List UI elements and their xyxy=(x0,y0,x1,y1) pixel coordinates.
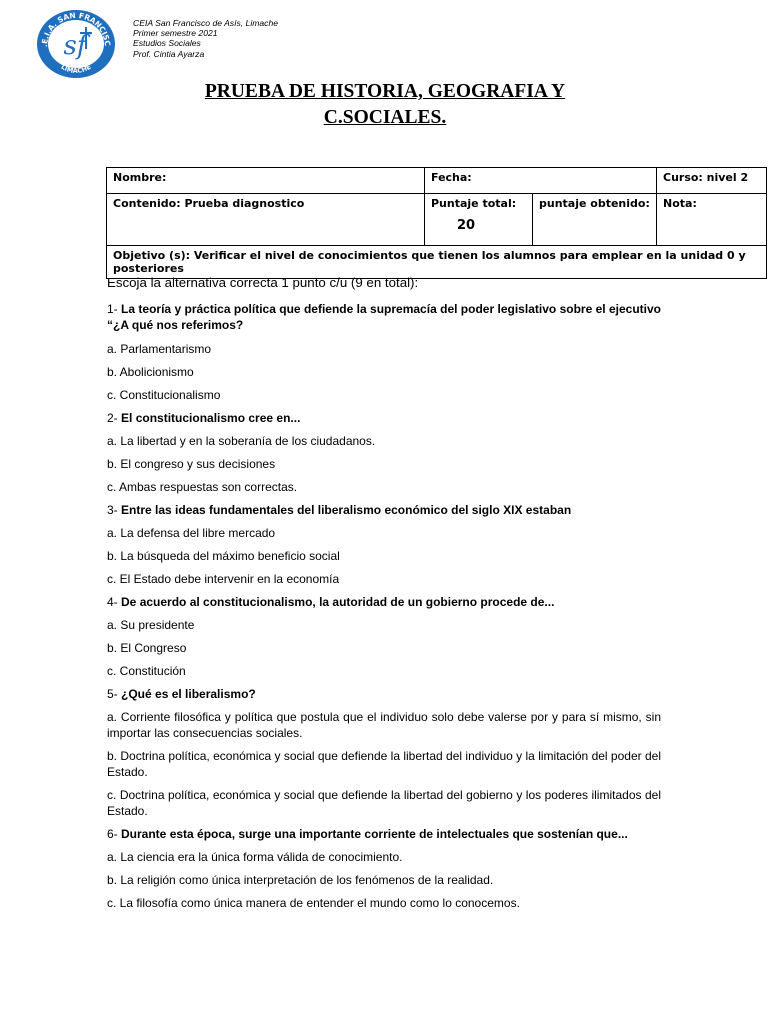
subject: Estudios Sociales xyxy=(133,38,201,49)
question-number: 3- xyxy=(107,503,118,517)
question-6-option-a[interactable]: a. La ciencia era la única forma válida de conocimiento. xyxy=(107,850,403,864)
question-text: ¿Qué es el liberalismo? xyxy=(121,687,256,701)
total-score-value: 20 xyxy=(457,218,476,233)
question-6-prompt xyxy=(107,826,661,842)
question-text: De acuerdo al constitucionalismo, la autoridad de un gobierno procede de... xyxy=(121,595,555,609)
test-title xyxy=(150,79,620,131)
question-2-option-b[interactable]: b. El congreso y sus decisiones xyxy=(107,457,276,471)
course-cell xyxy=(657,168,767,194)
test-title-line-1: PRUEBA DE HISTORIA, GEOGRAFIA Y xyxy=(204,81,566,102)
name-cell[interactable] xyxy=(107,168,425,194)
semester: Primer semestre 2021 xyxy=(133,28,218,39)
content-cell xyxy=(107,194,425,246)
question-4-prompt xyxy=(107,594,661,610)
name-label: Nombre: xyxy=(113,171,167,184)
student-info-table xyxy=(106,167,767,279)
content-label: Contenido: Prueba diagnostico xyxy=(113,197,305,210)
school-name: CEIA San Francisco de Asís, Limache xyxy=(133,18,279,28)
date-cell[interactable] xyxy=(425,168,657,194)
total-score-label: Puntaje total: xyxy=(431,197,517,210)
question-1-option-a[interactable]: a. Parlamentarismo xyxy=(107,342,212,356)
question-number: 4- xyxy=(107,595,118,609)
test-title-line-2: C.SOCIALES. xyxy=(323,107,447,128)
question-6-option-c[interactable]: c. La filosofía como única manera de entender el mundo como lo conocemos. xyxy=(107,896,520,910)
school-header-info xyxy=(133,18,278,59)
question-number: 2- xyxy=(107,411,118,425)
question-text: Entre las ideas fundamentales del liberalismo económico del siglo XIX estaban xyxy=(121,503,572,517)
obtained-score-label: puntaje obtenido: xyxy=(539,197,650,210)
question-number: 5- xyxy=(107,687,118,701)
question-2-prompt xyxy=(107,410,661,426)
grade-cell[interactable] xyxy=(657,194,767,246)
question-4-option-a[interactable]: a. Su presidente xyxy=(107,618,195,632)
question-5-option-b[interactable]: b. Doctrina política, económica y social que defiende la libertad del individuo y la limitación del poder del Estado. xyxy=(107,749,661,779)
course-label: Curso: nivel 2 xyxy=(663,171,749,184)
school-seal-icon xyxy=(35,9,117,79)
question-3 xyxy=(107,502,661,587)
question-2-option-a[interactable]: a. La libertad y en la soberanía de los ciudadanos. xyxy=(107,434,376,448)
question-3-option-b[interactable]: b. La búsqueda del máximo beneficio social xyxy=(107,549,340,563)
svg-text:sf: sf xyxy=(63,31,87,61)
question-4-option-b[interactable]: b. El Congreso xyxy=(107,641,187,655)
obtained-score-cell[interactable] xyxy=(533,194,657,246)
question-6 xyxy=(107,826,661,911)
question-5-option-c[interactable]: c. Doctrina política, económica y social que defiende la libertad del gobierno y los poderes ilimitados del Estado. xyxy=(107,788,661,818)
total-score-cell xyxy=(425,194,533,246)
question-3-option-a[interactable]: a. La defensa del libre mercado xyxy=(107,526,276,540)
date-label: Fecha: xyxy=(431,171,472,184)
question-2 xyxy=(107,410,661,495)
question-1-option-c[interactable]: c. Constitucionalismo xyxy=(107,388,221,402)
instructions: Escoja la alternativa correcta 1 punto c/u (9 en total): xyxy=(107,275,419,290)
question-text: Durante esta época, surge una importante corriente de intelectuales que sostenían que... xyxy=(121,827,628,841)
question-1 xyxy=(107,301,661,403)
question-number: 6- xyxy=(107,827,118,841)
question-4 xyxy=(107,594,661,679)
objective-text: Objetivo (s): Verificar el nivel de conocimientos que tienen los alumnos para emplear en la unidad 0 y posteriores xyxy=(113,249,746,275)
question-3-prompt xyxy=(107,502,661,518)
svg-text:LIMACHE: LIMACHE xyxy=(59,62,93,75)
question-6-option-b[interactable]: b. La religión como única interpretación de los fenómenos de la realidad. xyxy=(107,873,494,887)
question-2-option-c[interactable]: c. Ambas respuestas son correctas. xyxy=(107,480,298,494)
objective-cell xyxy=(107,246,767,279)
grade-label: Nota: xyxy=(663,197,697,210)
question-5-prompt xyxy=(107,686,661,702)
question-5 xyxy=(107,686,661,819)
questions-list xyxy=(107,298,661,911)
question-1-prompt xyxy=(107,301,661,333)
question-1-option-b[interactable]: b. Abolicionismo xyxy=(107,365,194,379)
question-5-option-a[interactable]: a. Corriente filosófica y política que postula que el individuo solo debe valerse por y para sí mismo, sin importar las consecuencias sociales. xyxy=(107,710,661,740)
question-number: 1- xyxy=(107,302,118,316)
question-text: El constitucionalismo cree en... xyxy=(121,411,301,425)
question-3-option-c[interactable]: c. El Estado debe intervenir en la economía xyxy=(107,572,340,586)
question-4-option-c[interactable]: c. Constitución xyxy=(107,664,186,678)
svg-text:C.E.I.A. SAN FRANCISCO: .E.I.A. SAN FRANCISC xyxy=(39,10,113,48)
question-text: La teoría y práctica política que defiende la supremacía del poder legislativo sobre el ejecutivo “¿A qué nos referimos? xyxy=(107,302,661,332)
school-logo xyxy=(35,9,117,79)
teacher: Prof. Cintia Ayarza xyxy=(133,48,205,59)
